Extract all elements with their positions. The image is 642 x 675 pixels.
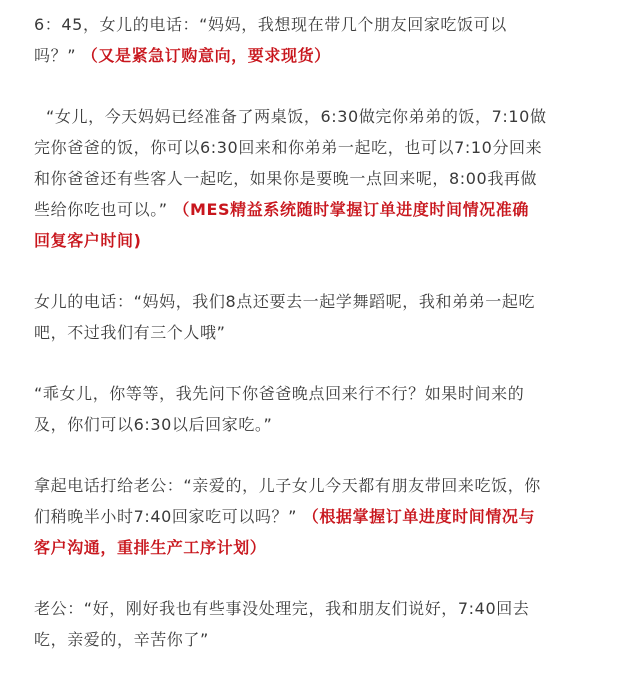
line-text: 些给你吃也可以。” xyxy=(34,200,174,219)
red-annotation: （MES精益系统随时掌握订单进度时间情况准确 xyxy=(173,200,529,219)
paragraph-daughter-call xyxy=(34,9,632,71)
line-text: 和你爸爸还有些客人一起吃，如果你是要晚一点回来呢，8:00我再做 xyxy=(34,169,538,188)
line-text: “乖女儿，你等等，我先问下你爸爸晚点回来行不行？如果时间来的 xyxy=(34,384,525,403)
text-line xyxy=(34,624,632,655)
red-annotation: （根据掌握订单进度时间情况与 xyxy=(302,507,536,526)
paragraph-mom-reply xyxy=(34,101,632,256)
text-line xyxy=(34,501,632,532)
text-line xyxy=(34,286,632,317)
text-line xyxy=(34,409,632,440)
text-line xyxy=(34,101,632,132)
paragraph-daughter-second-call xyxy=(34,286,632,348)
text-line xyxy=(34,163,632,194)
red-annotation: 客户沟通，重排生产工序计划） xyxy=(34,538,267,557)
text-line xyxy=(34,470,632,501)
line-text: 女儿的电话：“妈妈，我们8点还要去一起学舞蹈呢，我和弟弟一起吃 xyxy=(34,292,536,311)
line-text: 吃，亲爱的，辛苦你了” xyxy=(34,630,209,649)
text-line xyxy=(34,593,632,624)
red-annotation: （又是紧急订购意向，要求现货） xyxy=(81,46,331,65)
paragraph-husband-reply xyxy=(34,593,632,655)
text-line xyxy=(34,132,632,163)
text-line xyxy=(34,194,632,225)
paragraph-call-husband xyxy=(34,470,632,563)
line-text: 及，你们可以6:30以后回家吃。” xyxy=(34,415,273,434)
line-text: “女儿，今天妈妈已经准备了两桌饭，6:30做完你弟弟的饭，7:10做 xyxy=(46,107,547,126)
text-line xyxy=(34,40,632,71)
line-text: 拿起电话打给老公：“亲爱的，儿子女儿今天都有朋友带回来吃饭，你 xyxy=(34,476,541,495)
red-annotation: 回复客户时间) xyxy=(34,231,142,250)
line-text: 完你爸爸的饭，你可以6:30回来和你弟弟一起吃，也可以7:10分回来 xyxy=(34,138,543,157)
line-text: 们稍晚半小时7:40回家吃可以吗？” xyxy=(34,507,303,526)
line-text: 6：45，女儿的电话：“妈妈，我想现在带几个朋友回家吃饭可以 xyxy=(34,15,507,34)
line-text: 吧，不过我们有三个人哦” xyxy=(34,323,226,342)
line-text: 老公：“好，刚好我也有些事没处理完，我和朋友们说好，7:40回去 xyxy=(34,599,530,618)
text-line xyxy=(34,317,632,348)
line-text: 吗？” xyxy=(34,46,82,65)
paragraph-mom-second-reply xyxy=(34,378,632,440)
article-body xyxy=(0,9,642,655)
text-line xyxy=(34,532,632,563)
text-line xyxy=(34,378,632,409)
text-line xyxy=(34,225,632,256)
text-line xyxy=(34,9,632,40)
